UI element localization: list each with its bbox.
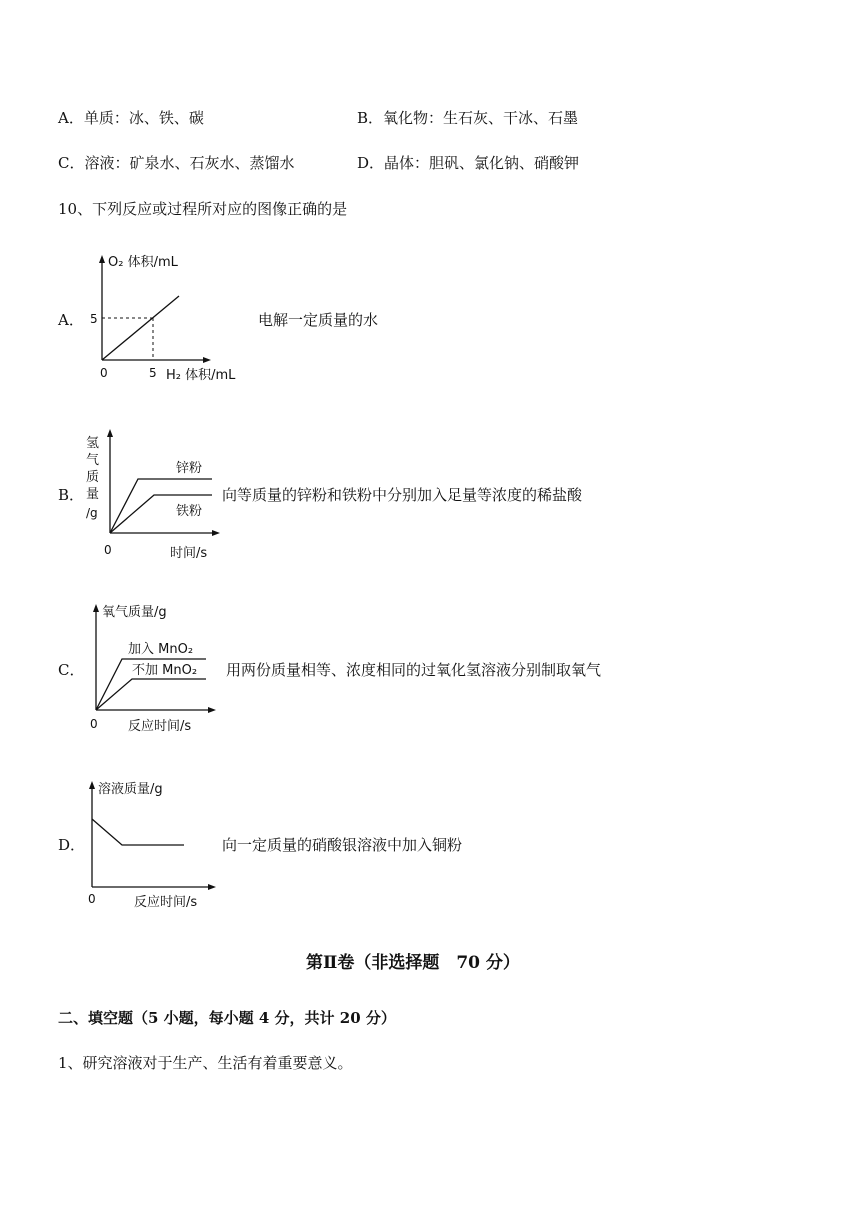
q10-option-b-description: 向等质量的锌粉和铁粉中分别加入足量等浓度的稀盐酸 xyxy=(222,486,583,504)
chart-d-x-arrow xyxy=(208,884,216,890)
q10-chart-b xyxy=(84,425,224,565)
q10-option-c-description: 用两份质量相等、浓度相同的过氧化氢溶液分别制取氧气 xyxy=(226,661,602,679)
q10-option-d-letter: D． xyxy=(58,836,86,854)
chart-a-ylabel: O₂ 体积/mL xyxy=(108,255,178,270)
chart-a-origin: 0 xyxy=(100,366,108,380)
chart-a-y-tick: 5 xyxy=(90,312,98,326)
chart-c-x-arrow xyxy=(208,707,216,713)
q9-option-c: C．溶液：矿泉水、石灰水、蒸馏水 xyxy=(58,154,295,172)
q10-chart-a xyxy=(90,252,250,387)
chart-b-x-arrow xyxy=(212,530,220,536)
q9-option-b: B．氧化物：生石灰、干冰、石墨 xyxy=(357,109,579,127)
chart-b-origin: 0 xyxy=(104,543,112,557)
chart-c-origin: 0 xyxy=(90,717,98,731)
chart-d-series xyxy=(92,819,184,845)
q9-option-d: D．晶体：胆矾、氯化钠、硝酸钾 xyxy=(357,154,580,172)
section2-heading: 二、填空题（5 小题，每小题 4 分，共计 20 分） xyxy=(58,1009,396,1027)
chart-a-data-line xyxy=(102,296,179,360)
chart-b-ylabel-2: 气 xyxy=(86,453,100,468)
chart-b-series-iron-label: 铁粉 xyxy=(176,504,203,519)
q10-option-a-description: 电解一定质量的水 xyxy=(258,311,379,329)
q10-stem: 10、下列反应或过程所对应的图像正确的是 xyxy=(58,200,348,218)
chart-c-series-no-mno2 xyxy=(96,679,206,710)
chart-a-x-tick: 5 xyxy=(149,366,157,380)
chart-a-xlabel: H₂ 体积/mL xyxy=(166,368,236,383)
chart-c-series-mno2-label: 加入 MnO₂ xyxy=(128,642,194,657)
chart-d-origin: 0 xyxy=(88,892,96,906)
chart-c-y-arrow xyxy=(93,604,99,612)
section2-title: 第Ⅱ卷（非选择题 70 分） xyxy=(306,953,520,973)
chart-b-ylabel-4: 量 xyxy=(86,487,100,502)
chart-d-y-arrow xyxy=(89,781,95,789)
chart-c-series-no-mno2-label: 不加 MnO₂ xyxy=(132,663,198,678)
chart-b-ylabel-3: 质 xyxy=(86,470,100,485)
q10-option-d-description: 向一定质量的硝酸银溶液中加入铜粉 xyxy=(222,836,463,854)
chart-d-ylabel: 溶液质量/g xyxy=(98,782,163,797)
chart-d-xlabel: 反应时间/s xyxy=(134,895,198,910)
q10-option-b-letter: B． xyxy=(58,486,85,504)
chart-b-ylabel-5: /g xyxy=(86,506,98,520)
q10-chart-c xyxy=(88,600,228,740)
q10-chart-d xyxy=(86,775,226,915)
q10-option-a-letter: A． xyxy=(58,311,84,329)
chart-c-xlabel: 反应时间/s xyxy=(128,719,192,734)
chart-b-ylabel-1: 氢 xyxy=(86,436,100,451)
q10-option-c-letter: C． xyxy=(58,661,85,679)
q9-option-a: A．单质：冰、铁、碳 xyxy=(58,109,204,127)
section2-question-1: 1、研究溶液对于生产、生活有着重要意义。 xyxy=(58,1054,353,1072)
chart-c-ylabel: 氧气质量/g xyxy=(102,605,167,620)
chart-b-series-zinc-label: 锌粉 xyxy=(176,461,203,476)
chart-a-y-arrow xyxy=(99,255,105,263)
chart-b-xlabel: 时间/s xyxy=(170,546,208,561)
chart-b-y-arrow xyxy=(107,429,113,437)
chart-a-x-arrow xyxy=(203,357,211,363)
